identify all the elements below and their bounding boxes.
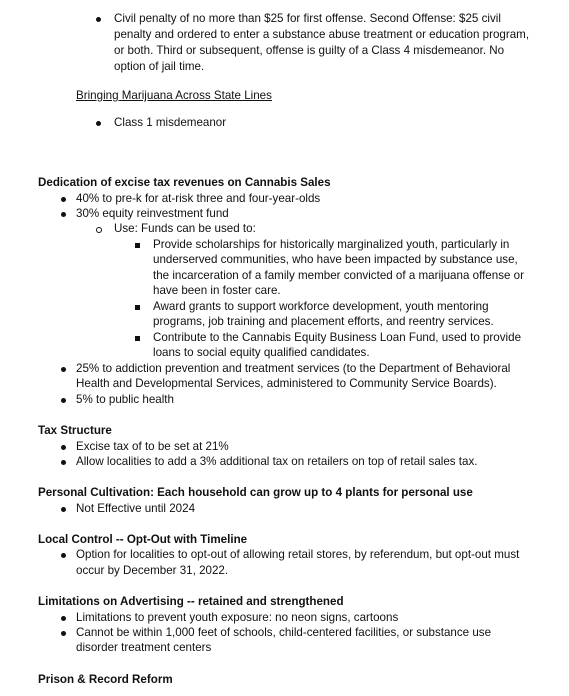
excise-subsub-2-line-2: programs, job training and placement efforts, and reentry services. [153,315,494,328]
cultivation-item-1: Not Effective until 2024 [76,502,196,515]
penalty-line-1: Civil penalty of no more than $25 for first offense. Second Offense: $25 civil [114,12,501,25]
excise-subsub-3-line-2: loans to social equity qualified candidates. [153,346,370,359]
bullet-icon [96,121,101,126]
square-bullet-icon [135,243,140,248]
excise-heading: Dedication of excise tax revenues on Cannabis Sales [38,176,331,189]
tax-heading: Tax Structure [38,424,112,437]
square-bullet-icon [135,305,140,310]
excise-subsub-1-line-2: underserved communities, who have been impacted by substance use, [153,253,518,266]
local-item-1-line-2: occur by December 31, 2022. [76,564,229,577]
bullet-icon [61,460,66,465]
excise-subsub-1-line-1: Provide scholarships for historically marginalized youth, particularly in [153,238,510,251]
excise-item-1: 40% to pre-k for at-risk three and four-year-olds [76,192,321,205]
local-item-1-line-1: Option for localities to opt-out of allowing retail stores, by referendum, but opt-out must [76,548,520,561]
penalty-line-3: or both. Third or subsequent, offense is guilty of a Class 4 misdemeanor. No [114,44,505,57]
excise-item-4: 5% to public health [76,393,174,406]
advertising-item-1: Limitations to prevent youth exposure: no neon signs, cartoons [76,611,399,624]
bullet-icon [61,445,66,450]
cultivation-heading: Personal Cultivation: Each household can grow up to 4 plants for personal use [38,486,473,499]
excise-sub: Use: Funds can be used to: [114,222,256,235]
bullet-icon [61,367,66,372]
prison-heading: Prison & Record Reform [38,673,173,686]
bullet-icon [61,197,66,202]
excise-item-3-line-2: Health and Developmental Services, administered to Community Service Boards). [76,377,497,390]
bullet-icon [96,17,101,22]
excise-subsub-3-line-1: Contribute to the Cannabis Equity Business Loan Fund, used to provide [153,331,522,344]
square-bullet-icon [135,336,140,341]
bullet-icon [61,616,66,621]
penalty-line-2: penalty and ordered to enter a substance abuse treatment or education program, [114,28,530,41]
tax-item-2: Allow localities to add a 3% additional tax on retailers on top of retail sales tax. [76,455,478,468]
bullet-icon [61,398,66,403]
excise-item-2: 30% equity reinvestment fund [76,207,229,220]
advertising-item-2-line-1: Cannot be within 1,000 feet of schools, child-centered facilities, or substance use [76,626,492,639]
bullet-icon [61,212,66,217]
advertising-heading: Limitations on Advertising -- retained and strengthened [38,595,344,608]
state-lines-item: Class 1 misdemeanor [114,116,227,129]
penalty-line-4: option of jail time. [114,60,205,73]
advertising-item-2-line-2: disorder treatment centers [76,641,212,654]
bullet-icon [61,507,66,512]
excise-subsub-2-line-1: Award grants to support workforce development, youth mentoring [153,300,489,313]
tax-item-1: Excise tax of to be set at 21% [76,440,229,453]
state-lines-heading: Bringing Marijuana Across State Lines [76,89,272,102]
excise-subsub-1-line-4: have been in foster care. [153,284,281,297]
bullet-icon [61,631,66,636]
bullet-icon [61,553,66,558]
excise-item-3-line-1: 25% to addiction prevention and treatment services (to the Department of Behavioral [76,362,511,375]
hollow-bullet-icon [96,227,102,233]
excise-subsub-1-line-3: the incarceration of a family member convicted of a marijuana offense or [153,269,524,282]
local-heading: Local Control -- Opt-Out with Timeline [38,533,248,546]
